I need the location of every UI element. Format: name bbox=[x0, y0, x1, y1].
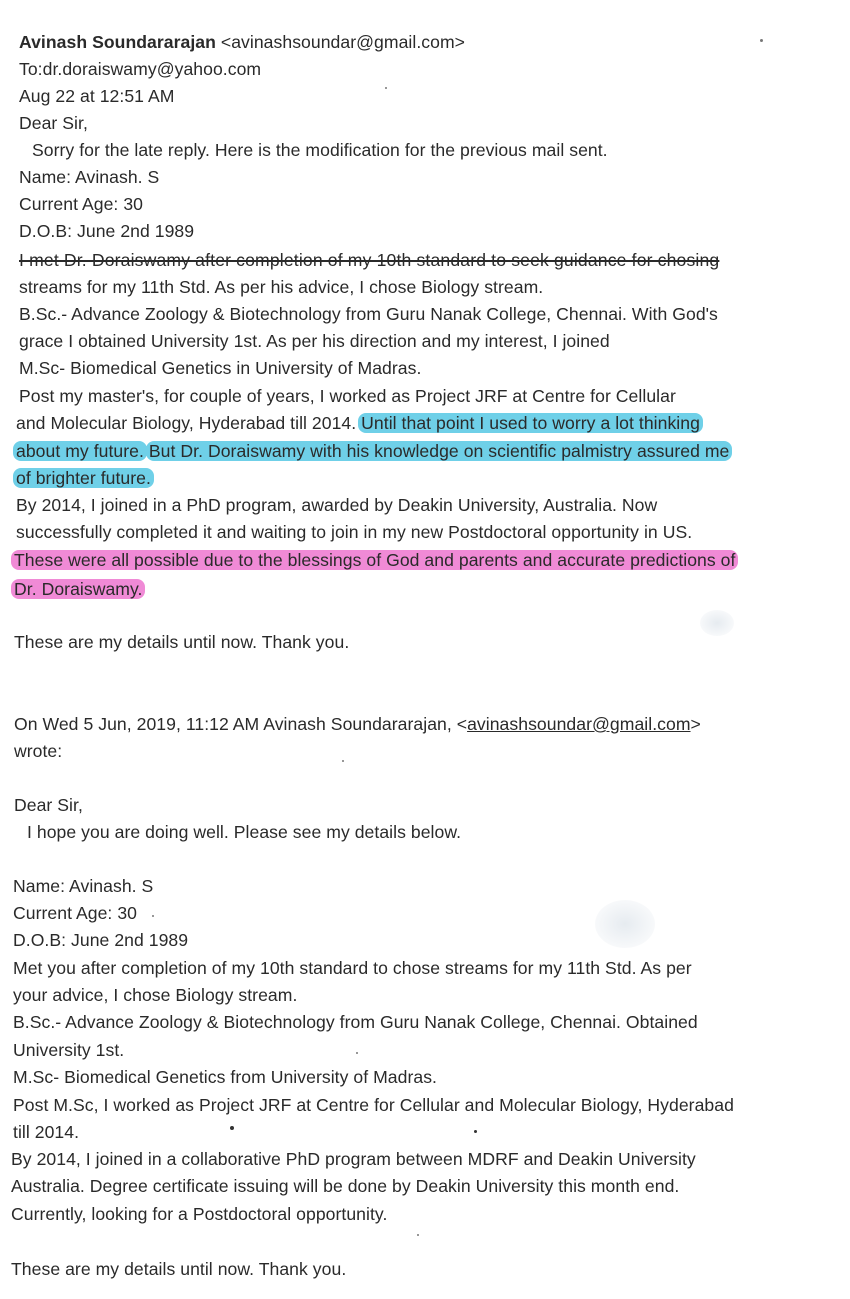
reply-text: and Molecular Biology, Hyderabad till 2014. bbox=[16, 413, 357, 433]
reply-line-highlighted bbox=[16, 465, 151, 491]
pink-highlight: These were all possible due to the blessings of God and parents and accurate predictions of bbox=[11, 550, 738, 570]
scan-speck bbox=[342, 760, 344, 762]
blue-highlight: Until that point I used to worry a lot thinking bbox=[358, 413, 703, 433]
reply-line-highlighted bbox=[16, 438, 729, 464]
reply-line: grace I obtained University 1st. As per his direction and my interest, I joined bbox=[19, 331, 610, 351]
scan-speck bbox=[760, 39, 763, 42]
reply-age: Current Age: 30 bbox=[19, 194, 143, 214]
quote-greeting: Dear Sir, bbox=[14, 795, 83, 815]
quote-line: Post M.Sc, I worked as Project JRF at Centre for Cellular and Molecular Biology, Hyderabad bbox=[13, 1095, 734, 1115]
struck-line: I met Dr. Doraiswamy after completion of my 10th standard to seek guidance for chosing bbox=[19, 250, 720, 270]
quote-line: Australia. Degree certificate issuing will be done by Deakin University this month end. bbox=[11, 1176, 680, 1196]
quote-header bbox=[14, 711, 701, 737]
reply-line: B.Sc.- Advance Zoology & Biotechnology from Guru Nanak College, Chennai. With God's bbox=[19, 304, 718, 324]
scan-speck bbox=[474, 1130, 477, 1133]
reply-line: M.Sc- Biomedical Genetics in University of Madras. bbox=[19, 358, 422, 378]
reply-line: By 2014, I joined in a PhD program, awarded by Deakin University, Australia. Now bbox=[16, 495, 658, 515]
quote-dob: D.O.B: June 2nd 1989 bbox=[13, 930, 189, 950]
scan-smudge bbox=[595, 900, 655, 948]
quote-line: till 2014. bbox=[13, 1122, 80, 1142]
sender-name: Avinash Soundararajan bbox=[19, 32, 216, 52]
recipient-line: To:dr.doraiswamy@yahoo.com bbox=[19, 59, 262, 79]
quote-line: Met you after completion of my 10th standard to chose streams for my 11th Std. As per bbox=[13, 958, 692, 978]
quote-line: B.Sc.- Advance Zoology & Biotechnology from Guru Nanak College, Chennai. Obtained bbox=[13, 1012, 698, 1032]
reply-line: Post my master's, for couple of years, I worked as Project JRF at Centre for Cellular bbox=[19, 386, 676, 406]
quote-age: Current Age: 30 bbox=[13, 903, 137, 923]
quote-closing: These are my details until now. Thank you. bbox=[11, 1259, 347, 1279]
reply-dob: D.O.B: June 2nd 1989 bbox=[19, 221, 195, 241]
reply-greeting: Dear Sir, bbox=[19, 113, 88, 133]
email-header-from bbox=[19, 29, 465, 55]
reply-intro: Sorry for the late reply. Here is the modification for the previous mail sent. bbox=[32, 140, 608, 160]
scan-speck bbox=[417, 1234, 419, 1236]
quote-line: Currently, looking for a Postdoctoral opportunity. bbox=[11, 1204, 388, 1224]
scan-speck bbox=[356, 1052, 358, 1054]
quote-line: your advice, I chose Biology stream. bbox=[13, 985, 298, 1005]
scan-smudge bbox=[700, 610, 734, 636]
email-date: Aug 22 at 12:51 AM bbox=[19, 86, 175, 106]
scan-speck bbox=[230, 1126, 234, 1130]
reply-line-highlighted bbox=[14, 576, 142, 602]
quote-line: M.Sc- Biomedical Genetics from University of Madras. bbox=[13, 1067, 437, 1087]
quote-line: By 2014, I joined in a collaborative PhD program between MDRF and Deakin University bbox=[11, 1149, 696, 1169]
reply-closing: These are my details until now. Thank you. bbox=[14, 632, 350, 652]
pink-highlight: Dr. Doraiswamy. bbox=[11, 579, 145, 599]
reply-line: successfully completed it and waiting to join in my new Postdoctoral opportunity in US. bbox=[16, 522, 693, 542]
quote-header-suffix: > bbox=[690, 714, 701, 734]
quote-header-text: On Wed 5 Jun, 2019, 11:12 AM Avinash Soundararajan, < bbox=[14, 714, 468, 734]
sender-email: <avinashsoundar@gmail.com> bbox=[220, 32, 465, 52]
scan-speck bbox=[385, 87, 387, 89]
quote-name: Name: Avinash. S bbox=[13, 876, 154, 896]
reply-name: Name: Avinash. S bbox=[19, 167, 160, 187]
blue-highlight: of brighter future. bbox=[13, 468, 154, 488]
blue-highlight: about my future. bbox=[13, 441, 147, 461]
quote-intro: I hope you are doing well. Please see my details below. bbox=[27, 822, 462, 842]
blue-highlight: But Dr. Doraiswamy with his knowledge on scientific palmistry assured me bbox=[146, 441, 733, 461]
reply-line-highlighted bbox=[16, 410, 700, 436]
quote-line: University 1st. bbox=[13, 1040, 125, 1060]
quote-wrote: wrote: bbox=[14, 741, 63, 761]
scan-speck bbox=[152, 915, 154, 917]
reply-line: streams for my 11th Std. As per his advice, I chose Biology stream. bbox=[19, 277, 544, 297]
reply-line-highlighted bbox=[14, 547, 735, 573]
quote-sender-email-link[interactable]: avinashsoundar@gmail.com bbox=[467, 714, 691, 734]
